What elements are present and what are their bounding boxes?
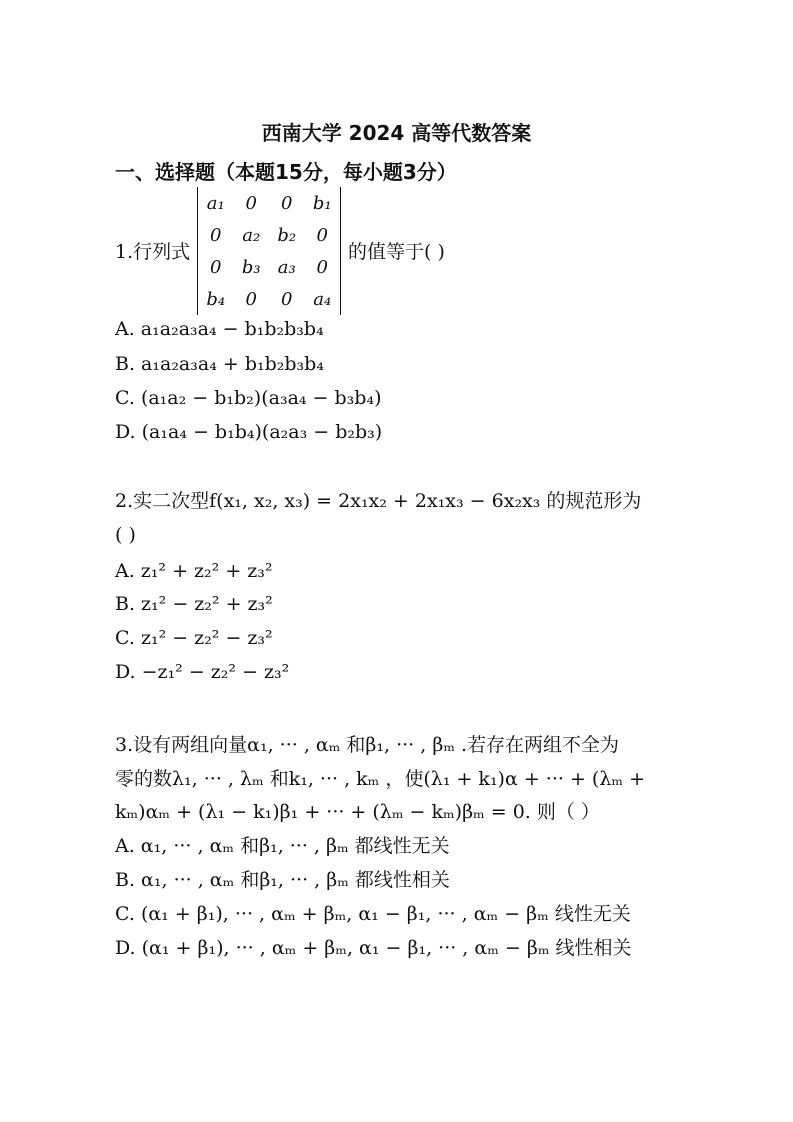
- det-cell: 0: [281, 288, 293, 310]
- q3-stem: kₘ)αₘ + (λ₁ − k₁)β₁ + ··· + (λₘ − kₘ)βₘ = 0. 则（ ）: [115, 801, 600, 823]
- det-cell: b₃: [241, 256, 261, 278]
- q2-option-c: C. z₁² − z₂² − z₃²: [115, 627, 273, 649]
- q1-option-c: C. (a₁a₂ − b₁b₂)(a₃a₄ − b₃b₄): [115, 387, 382, 409]
- det-cell: a₂: [242, 224, 261, 246]
- q1-prefix: 1.行列式: [115, 241, 191, 263]
- q1-option-a: A. a₁a₂a₃a₄ − b₁b₂b₃b₄: [115, 318, 324, 340]
- det-cell: 0: [210, 256, 222, 278]
- det-cell: 0: [210, 224, 222, 246]
- det-cell: a₄: [313, 288, 332, 310]
- q1-option-b: B. a₁a₂a₃a₄ + b₁b₂b₃b₄: [115, 353, 324, 375]
- q3-option-d: D. (α₁ + β₁), ··· , αₘ + βₘ, α₁ − β₁, ··· , αₘ − βₘ 线性相关: [115, 937, 632, 959]
- q2-stem: 2.实二次型f(x₁, x₂, x₃) = 2x₁x₂ + 2x₁x₃ − 6x₂x₃ 的规范形为: [115, 490, 642, 512]
- q3-option-c: C. (α₁ + β₁), ··· , αₘ + βₘ, α₁ − β₁, ··· , αₘ − βₘ 线性无关: [115, 903, 631, 925]
- q1-option-d: D. (a₁a₄ − b₁b₄)(a₂a₃ − b₂b₃): [115, 421, 383, 443]
- det-cell: b₄: [206, 288, 226, 310]
- document-title: 西南大学 2024 高等代数答案: [261, 121, 532, 145]
- q3-stem: 3.设有两组向量α₁, ··· , αₘ 和β₁, ··· , βₘ .若存在两组不全为: [115, 734, 620, 756]
- section-heading: 一、选择题（本题15分，每小题3分）: [115, 160, 457, 184]
- det-cell: a₁: [206, 192, 225, 214]
- q2-option-a: A. z₁² + z₂² + z₃²: [115, 560, 273, 582]
- q2-stem: ( ): [115, 524, 136, 546]
- det-cell: 0: [316, 224, 328, 246]
- det-cell: 0: [281, 192, 293, 214]
- q2-option-d: D. −z₁² − z₂² − z₃²: [115, 661, 290, 683]
- det-cell: 0: [245, 192, 257, 214]
- det-cell: a₃: [277, 256, 296, 278]
- q3-option-a: A. α₁, ··· , αₘ 和β₁, ··· , βₘ 都线性无关: [115, 835, 450, 857]
- determinant: [197, 187, 341, 315]
- det-cell: 0: [245, 288, 257, 310]
- q3-option-b: B. α₁, ··· , αₘ 和β₁, ··· , βₘ 都线性相关: [115, 869, 450, 891]
- q2-option-b: B. z₁² − z₂² + z₃²: [115, 593, 273, 615]
- det-cell: 0: [316, 256, 328, 278]
- det-cell: b₂: [277, 224, 297, 246]
- q3-stem: 零的数λ₁, ··· , λₘ 和k₁, ··· , kₘ ，使(λ₁ + k₁)α + ··· + (λₘ +: [115, 768, 645, 790]
- det-cell: b₁: [312, 192, 332, 214]
- q1-suffix: 的值等于( ): [348, 241, 445, 263]
